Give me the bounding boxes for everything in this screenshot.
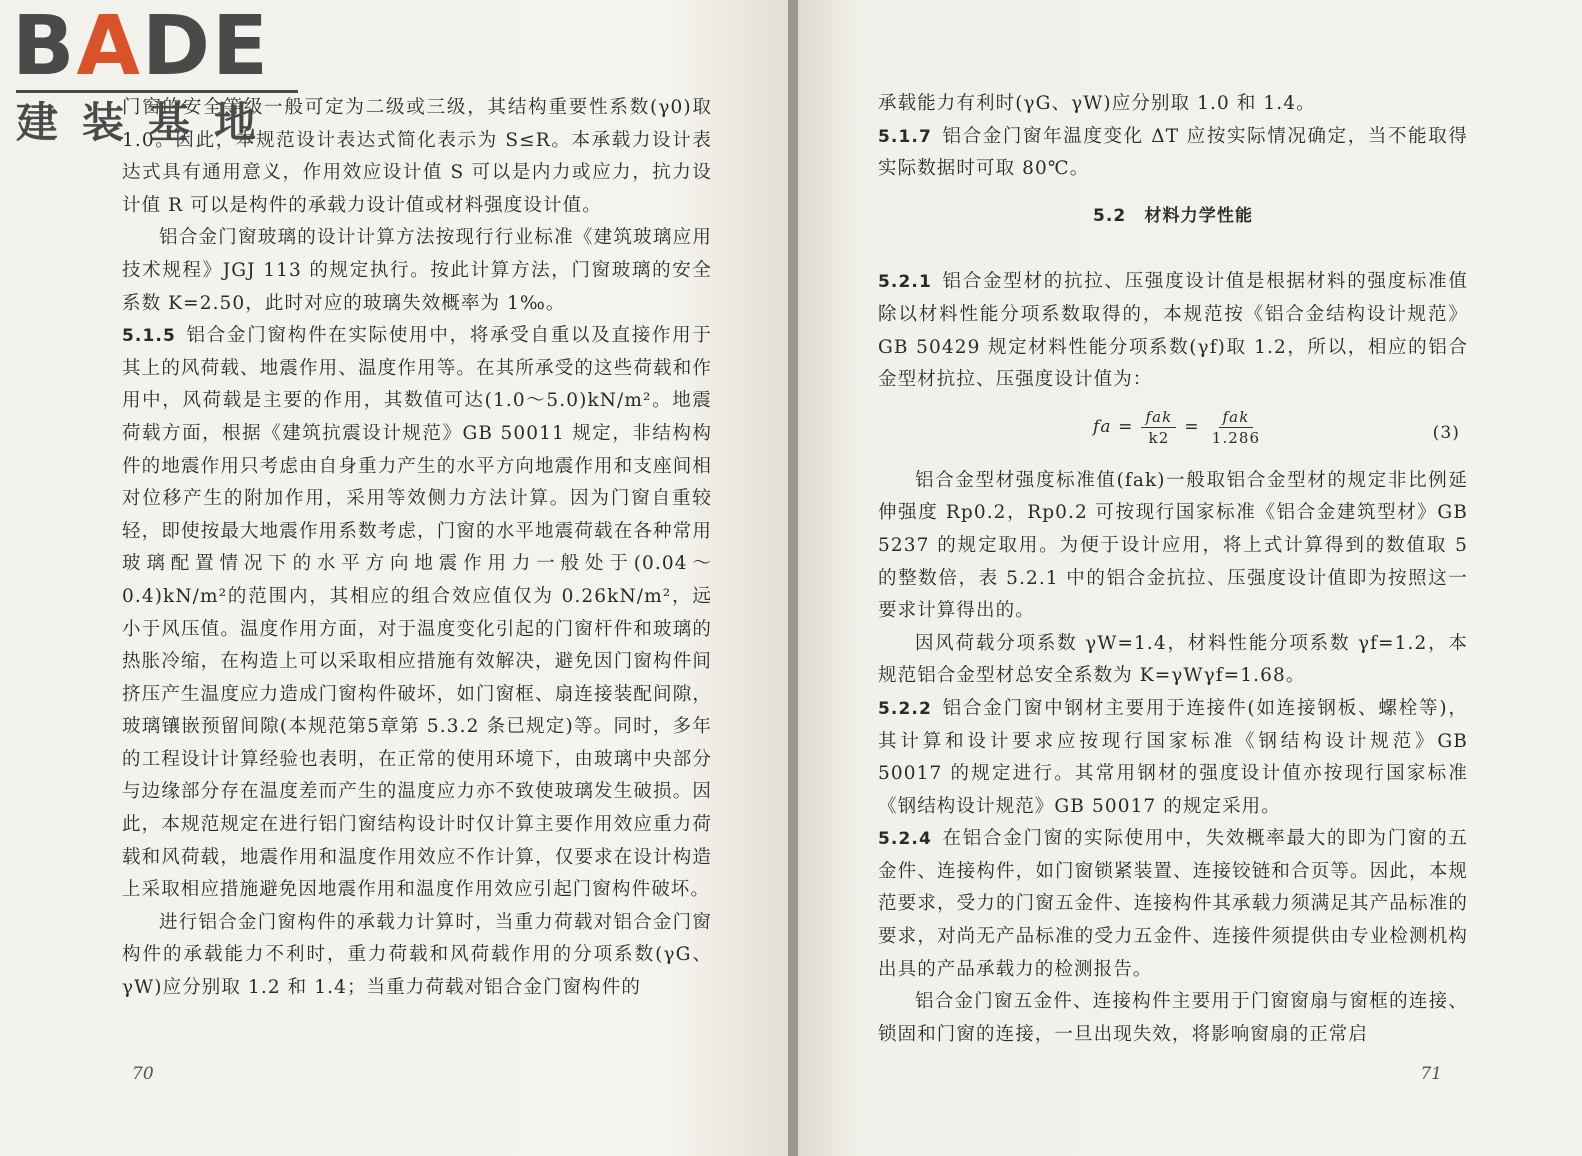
formula-lhs: fa =	[1093, 416, 1134, 437]
paragraph-5-1-7: 5.1.7 铝合金门窗年温度变化 ΔT 应按实际情况确定，当不能取得实际数据时可取 80℃。	[878, 125, 1468, 180]
paragraph: 承载能力有利时(γG、γW)应分别取 1.0 和 1.4。	[878, 93, 1316, 114]
paragraph-5-1-5: 5.1.5 铝合金门窗构件在实际使用中，将承受自重以及直接作用于其上的风荷载、地震作用、温度作用等。在其所承受的这些荷载和作用中，风荷载是主要的作用，其数值可达(1.0～5.0)kN/m²。地震荷载方面，根据《建筑抗震设计规范》GB 50011 规定，非结构构件的地震作用只考虑由自身重力产生的水平方向地震作用和支座间相对位移产生的附加作用，采用等效侧力方法计算。因为门窗自重较轻，即使按最大地震作用系数考虑，门窗的水平地震荷载在各种常用玻璃配置情况下的水平方向地震作用力一般处于(0.04～0.4)kN/m²的范围内，其相应的组合效应值仅为 0.26kN/m²，远小于风压值。温度作用方面，对于温度变化引起的门窗杆件和玻璃的热胀冷缩，在构造上可以采取相应措施有效解决，避免因门窗构件间挤压产生温度应力造成门窗构件破坏，如门窗框、扇连接装配间隙，玻璃镶嵌预留间隙(本规范第5章第 5.3.2 条已规定)等。同时，多年的工程设计计算经验也表明，在正常的使用环境下，由玻璃中央部分与边缘部分存在温度差而产生的温度应力亦不致使玻璃发生破损。因此，本规范规定在进行铝门窗结构设计时仅计算主要作用效应重力荷载和风荷载，地震作用和温度作用效应不作计算，仅要求在设计构造上采取相应措施避免因地震作用和温度作用效应引起门窗构件破坏。	[122, 325, 712, 901]
paragraph: 铝合金型材强度标准值(fak)一般取铝合金型材的规定非比例延伸强度 Rp0.2，Rp0.2 可按现行国家标准《铝合金建筑型材》GB 5237 的规定取用。为便于设计应用，将上式计算得到的数值取 5 的整数倍，表 5.2.1 中的铝合金抗拉、压强度设计值即为按照这一要求计算得出的。	[878, 469, 1468, 622]
logo-accent-letter: A	[76, 0, 142, 94]
fraction-denominator: k2	[1148, 428, 1170, 447]
paragraph: 进行铝合金门窗构件的承载力计算时，当重力荷载对铝合金门窗构件的承载能力不利时，重力荷载和风荷载作用的分项系数(γG、γW)应分别取 1.2 和 1.4；当重力荷载对铝合金门窗构件的	[122, 911, 712, 999]
clause-number: 5.1.5	[122, 326, 176, 347]
equation-number: (3)	[1432, 422, 1460, 443]
paragraph: 铝合金门窗五金件、连接构件主要用于门窗窗扇与窗框的连接、锁固和门窗的连接，一旦出现失效，将影响窗扇的正常启	[878, 991, 1468, 1045]
paragraph: 门窗的安全等级一般可定为二级或三级，其结构重要性系数(γ0)取1.0。因此，本规范设计表达式简化表示为 S≤R。本承载力设计表达式具有通用意义，作用效应设计值 S 可以是内力或应力，抗力设计值 R 可以是构件的承载力设计值或材料强度设计值。	[122, 97, 712, 216]
left-text-column	[122, 92, 712, 1005]
paragraph: 因风荷载分项系数 γW=1.4，材料性能分项系数 γf=1.2，本规范铝合金型材总安全系数为 K=γWγf=1.68。	[878, 632, 1468, 687]
section-title: 5.2 材料力学性能	[1092, 205, 1254, 226]
fraction-numerator: fak	[1219, 407, 1254, 428]
paragraph-5-2-1: 5.2.1 铝合金型材的抗拉、压强度设计值是根据材料的强度标准值除以材料性能分项系数取得的，本规范按《铝合金结构设计规范》GB 50429 规定材料性能分项系数(γf)取 1.2，所以，相应的铝合金型材抗拉、压强度设计值为：	[878, 271, 1468, 391]
right-text-column	[878, 88, 1468, 1051]
clause-number: 5.1.7	[878, 126, 932, 147]
fraction-numerator: fak	[1141, 407, 1176, 428]
bade-watermark-logo	[12, 0, 312, 166]
logo-subtitle: 建装基地	[16, 98, 281, 147]
paragraph-5-2-2: 5.2.2 铝合金门窗中钢材主要用于连接件(如连接钢板、螺栓等)，其计算和设计要求应按现行国家标准《钢结构设计规范》GB 50017 的规定进行。其常用钢材的强度设计值亦按现行国家标准《钢结构设计规范》GB 50017 的规定采用。	[878, 697, 1468, 817]
paragraph-5-2-4: 5.2.4 在铝合金门窗的实际使用中，失效概率最大的即为门窗的五金件、连接构件，如门窗锁紧装置、连接铰链和合页等。因此，本规范要求，受力的门窗五金件、连接构件其承载力须满足其产品标准的要求，对尚无产品标准的受力五金件、连接件须提供由专业检测机构出具的产品承载力的检测报告。	[878, 828, 1468, 980]
formula	[1093, 407, 1264, 448]
page-number: 70	[132, 1064, 154, 1084]
clause-number: 5.2.1	[878, 272, 932, 293]
fraction	[1208, 407, 1264, 448]
right-page	[798, 0, 1582, 1156]
formula-row	[878, 401, 1468, 461]
fraction	[1141, 407, 1176, 448]
fraction-denominator: 1.286	[1211, 428, 1261, 447]
paragraph: 铝合金门窗玻璃的设计计算方法按现行行业标准《建筑玻璃应用技术规程》JGJ 113 的规定执行。按此计算方法，门窗玻璃的安全系数 K=2.50，此时对应的玻璃失效概率为 1‰。	[122, 227, 712, 314]
formula-equals: =	[1184, 416, 1200, 437]
left-page	[0, 0, 790, 1156]
clause-number: 5.2.2	[878, 698, 932, 719]
page-number: 71	[1420, 1064, 1442, 1084]
clause-number: 5.2.4	[878, 829, 932, 850]
logo-wordmark: BADE	[12, 0, 271, 94]
